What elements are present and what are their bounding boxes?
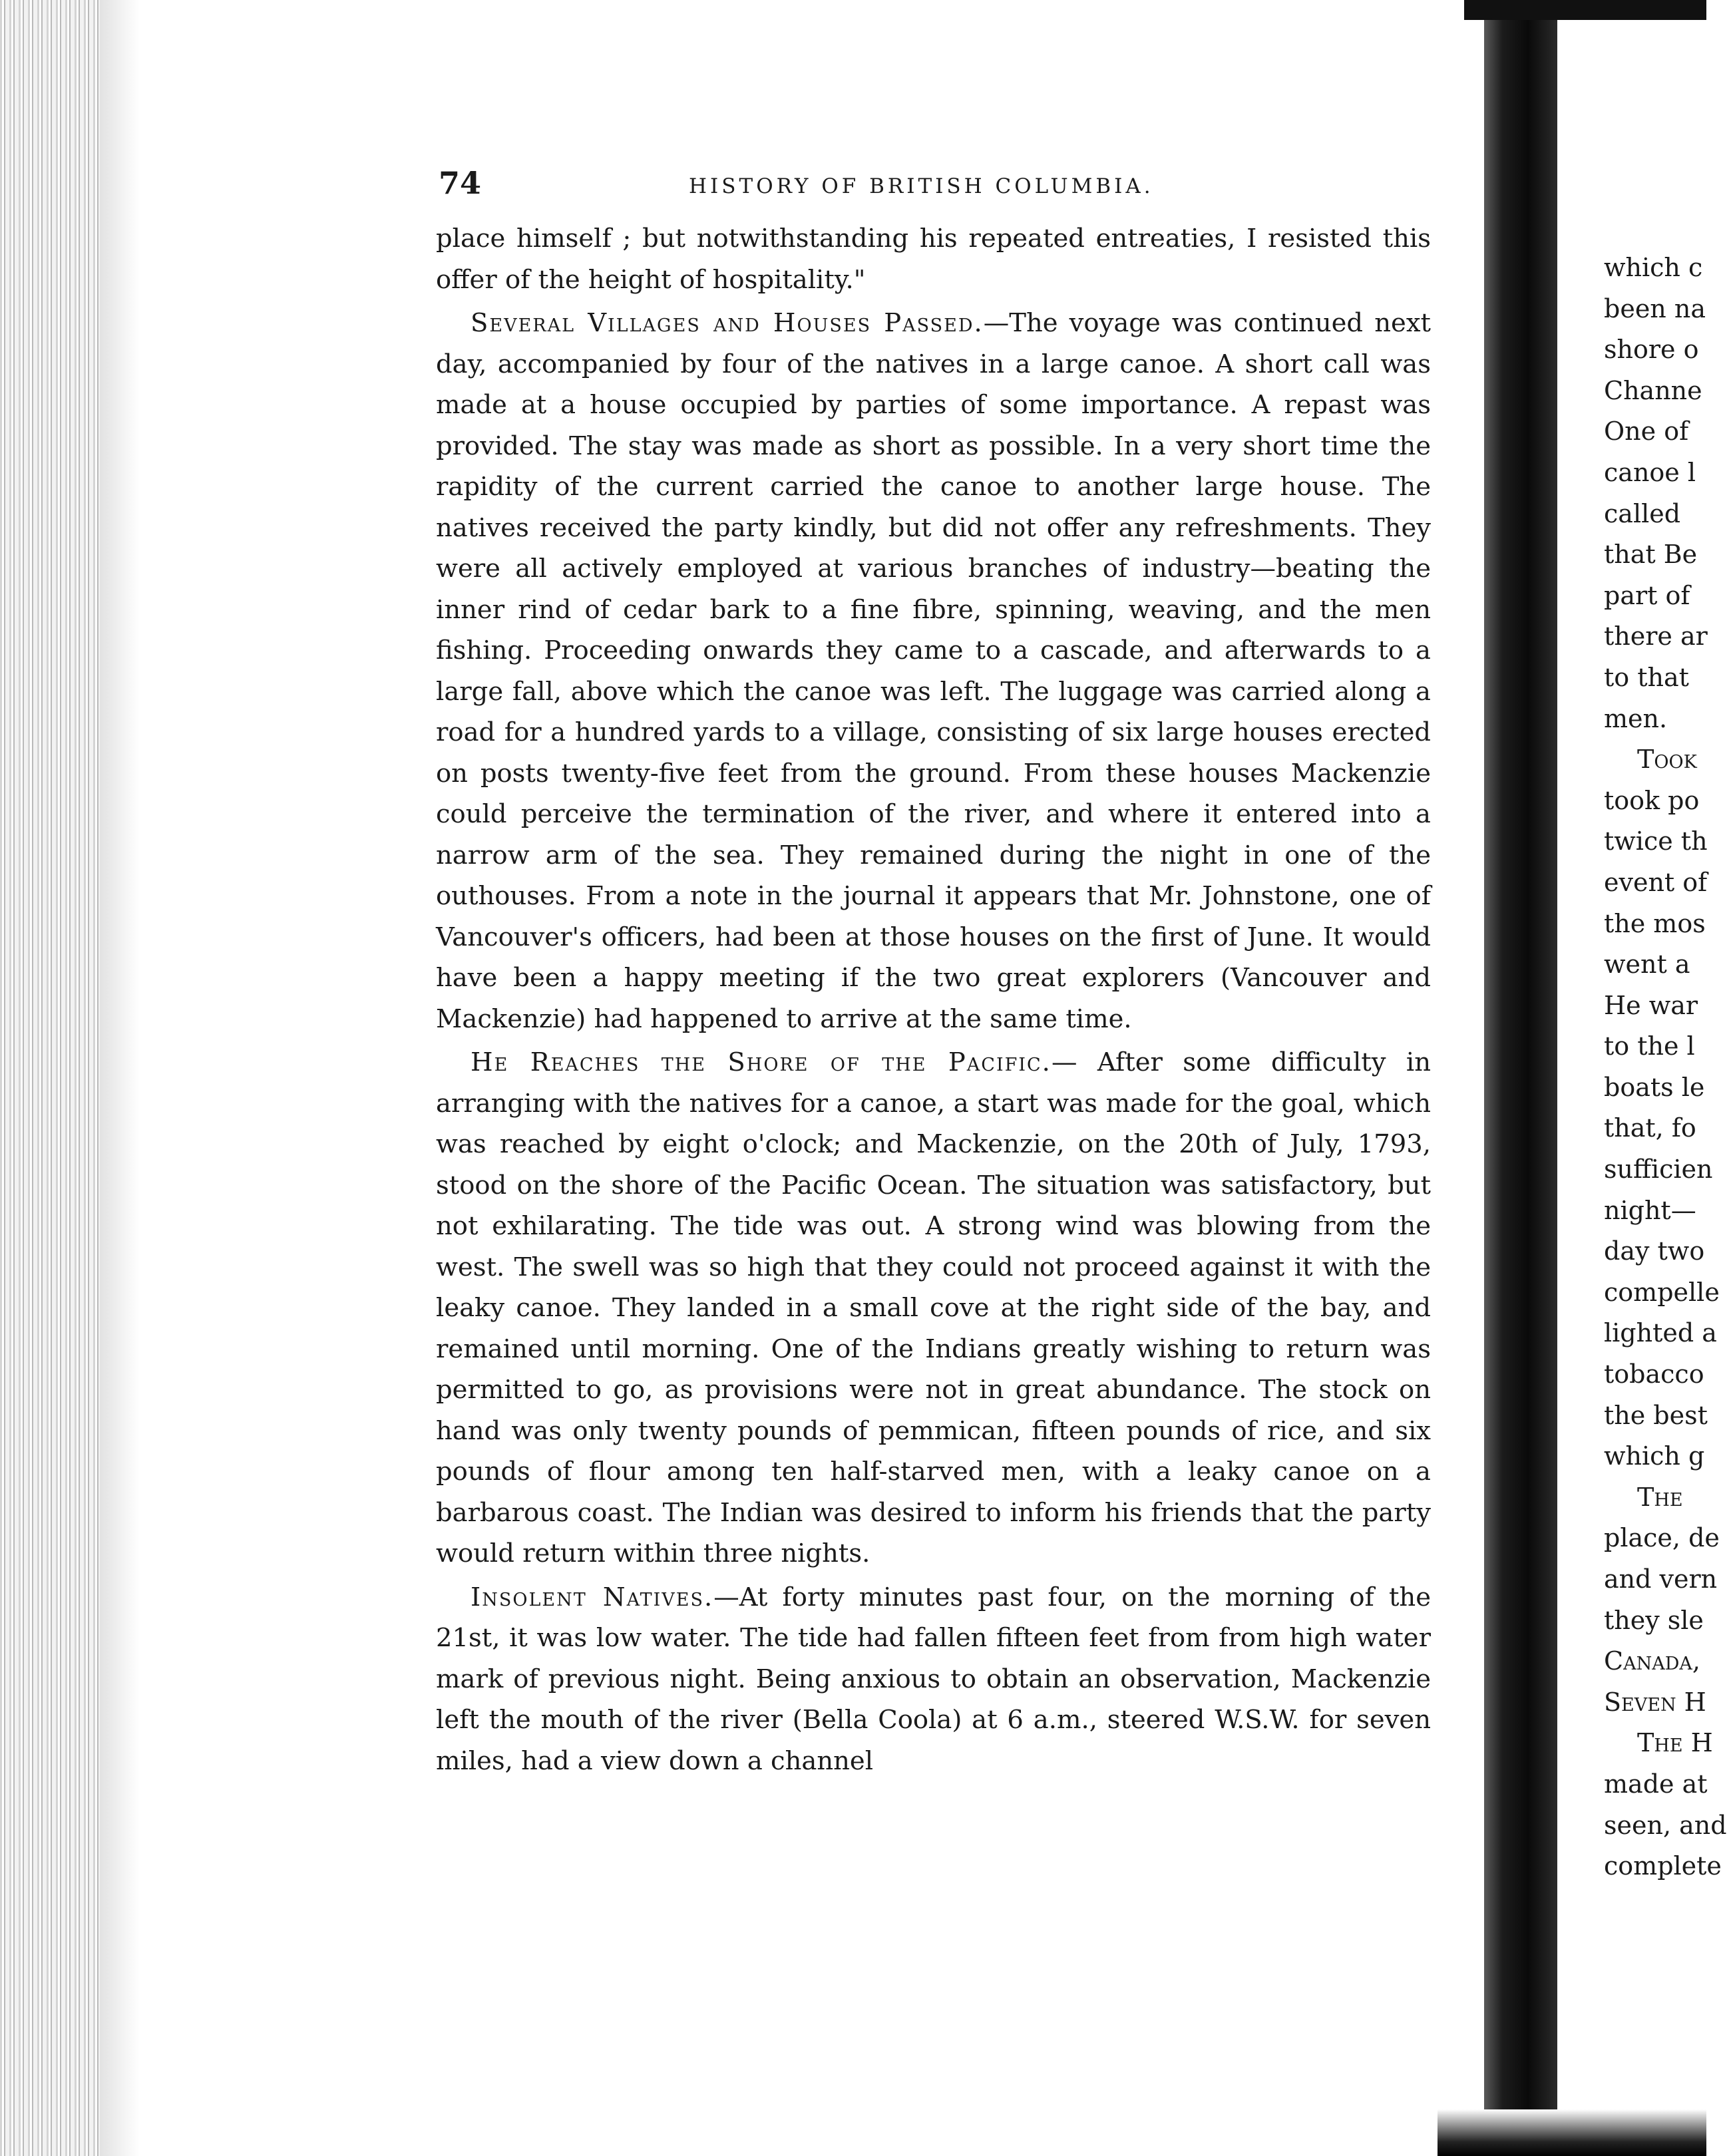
facing-page-line: and vern [1604,1564,1718,1594]
facing-page-line: made at [1604,1769,1708,1799]
book-gutter [1484,0,1557,2156]
facing-page-line: that Be [1604,540,1698,570]
facing-page-line: shore o [1604,335,1699,365]
section-heading: Several Villages and Houses Passed. [471,308,984,338]
facing-page-line: compelle [1604,1277,1720,1307]
paragraph [436,303,1431,1039]
facing-page-line: which c [1604,253,1703,282]
left-page [436,165,1431,1781]
facing-page-fragment [1604,248,1727,1887]
facing-page-line: One of [1604,417,1689,447]
gutter-top-shadow [1464,0,1706,20]
facing-page-line: men. [1604,703,1668,733]
facing-page-line: which g [1604,1441,1705,1471]
section-heading: Insolent Natives. [471,1582,714,1612]
facing-page-line: they sle [1604,1605,1704,1635]
running-head [436,165,1431,218]
facing-page-line: boats le [1604,1072,1705,1102]
facing-page-line: part of [1604,580,1690,610]
facing-page-line: been na [1604,293,1706,323]
facing-page-line: lighted a [1604,1318,1717,1348]
facing-page-line: went a [1604,950,1690,980]
page-number: 74 [439,165,482,201]
section-heading: He Reaches the Shore of the Pacific. [471,1047,1052,1077]
running-title: HISTORY OF BRITISH COLUMBIA. [689,174,1154,198]
paragraph-text: — After some difficulty in arranging with the natives for a canoe, a start was made for the goal, which was reached by eight o'clock; and Mackenzie, on the 20th of July, 1793, stood on the shore of the Pacific Ocean. The situation was satisfactory, but not exhilarating. The tide was out. A strong wind was blowing from the west. The swell was so high that they could not proceed against it with the leaky canoe. They landed in a small cove at the right side of the bay, and remained until morning. One of the Indians greatly wishing to return was permitted to go, as provisions were not in great abundance. The stock on hand was only twenty pounds of pemmican, fifteen pounds of rice, and six pounds of flour among ten half-starved men, with a leaky canoe on a barbarous coast. The Indian was desired to inform his friends that the party would return within three nights. [436,1047,1432,1568]
facing-page-line: the mos [1604,908,1706,938]
left-page-edges [0,0,100,2156]
facing-page-line: to that [1604,662,1689,692]
facing-page-line: The H [1637,1728,1713,1758]
bottom-edge-shadow [1438,2109,1706,2156]
facing-page-line: day two [1604,1236,1705,1266]
facing-page-line: sufficien [1604,1155,1713,1184]
paragraph-text: —At forty minutes past four, on the morning of the 21st, it was low water. The tide had fallen fifteen feet from from high water mark of previous night. Being anxious to obtain an observation, Mackenzie left the mouth of the river (Bella Coola) at 6 a.m., steered W.S.W. for seven miles, had a view down a channel [436,1582,1431,1776]
paragraph-text: —The voyage was continued next day, accompanied by four of the natives in a large canoe. A short call was made at a house occupied by parties of some importance. A repast was provided. The stay was made as short as possible. In a very short time the rapidity of the current carried the canoe to another large house. The natives received the party kindly, but did not offer any refreshments. They were all actively employed at various branches of industry—beating the inner rind of cedar bark to a fine fibre, spinning, weaving, and the men fishing. Proceeding onwards they came to a cascade, and afterwards to a large fall, above which the canoe was left. The luggage was carried along a road for a hundred yards to a village, consisting of six large houses erected on posts twenty-five feet from the ground. From these houses Mackenzie could perceive the termination of the river, and where it entered into a narrow arm of the sea. They remained during the night in one of the outhouses. From a note in the journal it appears that Mr. Johnstone, one of Vancouver's officers, had been at those houses on the first of June. It would have been a happy meeting if the two great explorers (Vancouver and Mackenzie) had happened to arrive at the same time. [436,308,1432,1034]
facing-page-line: called [1604,498,1681,528]
facing-page-line: twice th [1604,826,1708,856]
facing-page-line: there ar [1604,622,1708,651]
paragraph [436,1577,1431,1782]
facing-page-line: that, fo [1604,1113,1696,1143]
facing-page-line: the best [1604,1400,1708,1430]
facing-page-line: night— [1604,1195,1696,1225]
facing-page-line: seen, and [1604,1810,1727,1840]
facing-page-line: to the l [1604,1031,1695,1061]
facing-page-line: event of [1604,867,1708,897]
facing-page-line: Canada, [1604,1646,1700,1676]
facing-page-line: He war [1604,990,1698,1020]
facing-page-line: complete [1604,1851,1722,1881]
paragraph-continuation [436,218,1431,300]
facing-page-line: Channe [1604,375,1702,405]
facing-page-line: The [1637,1482,1683,1512]
facing-page-line: Seven H [1604,1687,1706,1717]
left-page-shadow [100,0,140,2156]
facing-page-line: took po [1604,785,1700,815]
facing-page-line: tobacco [1604,1359,1704,1389]
body-text [436,218,1431,1781]
facing-page-line: Took [1637,745,1697,775]
facing-page-line: canoe l [1604,457,1696,487]
paragraph-text: place himself ; but notwithstanding his repeated entreaties, I resisted this offer of the height of hospitality." [436,224,1431,295]
facing-page-line: place, de [1604,1523,1720,1553]
paragraph [436,1042,1431,1574]
